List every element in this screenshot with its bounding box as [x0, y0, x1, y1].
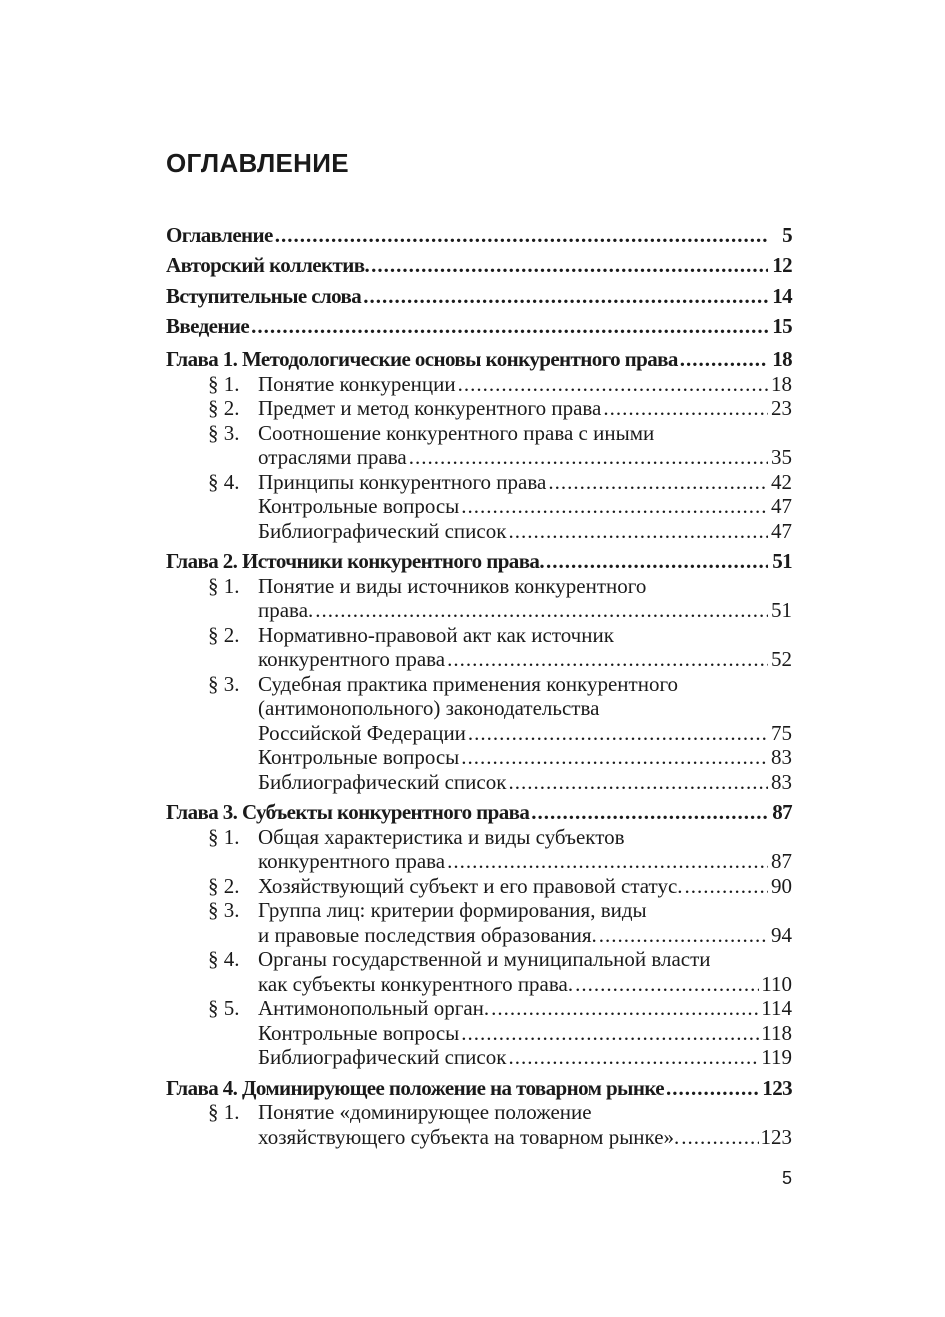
toc-page-number: 47: [771, 494, 792, 519]
toc-entry-title: Глава 4. Доминирующее положение на товарном рынке: [166, 1075, 665, 1100]
toc-line: [166, 1100, 792, 1125]
dot-leader: [666, 1076, 760, 1101]
toc-page-number: 87: [771, 849, 792, 874]
toc-entry-title: Глава 3. Субъекты конкурентного права: [166, 800, 530, 825]
dot-leader: [546, 549, 768, 574]
toc-entry-section: [166, 672, 792, 746]
section-number: § 2.: [208, 873, 240, 898]
toc-entry-title: Принципы конкурентного права: [258, 469, 547, 494]
toc-line: [166, 923, 792, 948]
section-number: § 1.: [208, 573, 240, 598]
toc-page-number: 123: [762, 1075, 792, 1100]
toc-entry-title: (антимонопольного) законодательства: [258, 696, 600, 721]
toc-line: [166, 1076, 792, 1101]
dot-leader: [461, 745, 768, 770]
toc-entry-section: [166, 947, 792, 996]
toc-line: [166, 996, 792, 1021]
toc-entry-section: [166, 874, 792, 899]
section-number: § 3.: [208, 671, 240, 696]
section-number: § 4.: [208, 469, 240, 494]
toc-page-number: 18: [772, 347, 792, 372]
toc-line: [166, 445, 792, 470]
toc-entry-title: как субъекты конкурентного права.: [258, 971, 574, 996]
toc-entry-section: [166, 574, 792, 623]
section-number: § 2.: [208, 622, 240, 647]
toc-page-number: 23: [771, 396, 792, 421]
toc-entry-title: Предмет и метод конкурентного права: [258, 396, 602, 421]
dot-leader: [531, 800, 768, 825]
toc-line: [166, 1125, 792, 1150]
dot-leader: [508, 1045, 759, 1070]
toc-page-number: 94: [771, 922, 792, 947]
toc-entry-title: Контрольные вопросы: [258, 1020, 460, 1045]
toc-line: [166, 825, 792, 850]
toc-page-number: 35: [771, 445, 792, 470]
toc-entry-title: Российской Федерации: [258, 720, 466, 745]
toc-page-number: 114: [761, 996, 792, 1021]
toc-page-number: 75: [771, 720, 792, 745]
toc-entry-title: права.: [258, 598, 314, 623]
toc-line: [166, 972, 792, 997]
dot-leader: [508, 770, 768, 795]
toc-entry-title: Библиографический список: [258, 518, 507, 543]
toc-line: [166, 549, 792, 574]
toc-page-number: 83: [771, 745, 792, 770]
toc-page-number: 87: [772, 800, 792, 825]
toc-page-number: 5: [782, 223, 792, 247]
toc-line: [166, 220, 792, 250]
toc-entry-chapter: [166, 800, 792, 825]
toc-line: [166, 770, 792, 795]
toc-entry-title: Авторский коллектив.: [166, 253, 370, 278]
toc-entry-title: Понятие «доминирующее положение: [258, 1100, 592, 1125]
section-number: § 5.: [208, 996, 240, 1021]
page-title: ОГЛАВЛЕНИЕ: [166, 148, 349, 178]
section-number: § 1.: [208, 371, 240, 396]
toc-line: [166, 672, 792, 697]
toc-line: [166, 372, 792, 397]
toc-entry-title: Контрольные вопросы: [258, 745, 460, 770]
dot-leader: [508, 519, 768, 544]
toc-entry-chapter: [166, 347, 792, 372]
toc-entry-chapter: [166, 549, 792, 574]
toc-entry-section: [166, 996, 792, 1021]
toc-entry-title: Антимонопольный орган.: [258, 996, 490, 1021]
toc-page-number: 51: [771, 598, 792, 623]
dot-leader: [681, 1125, 758, 1150]
section-number: § 3.: [208, 898, 240, 923]
toc-entry-sub: [166, 1021, 792, 1046]
toc-line: [166, 623, 792, 648]
toc-entry-top: [166, 311, 792, 341]
toc-entry-title: Общая характеристика и виды субъектов: [258, 824, 625, 849]
toc-line: [166, 347, 792, 372]
toc-entry-section: [166, 372, 792, 397]
toc-line: [166, 800, 792, 825]
toc-page-number: 110: [761, 971, 792, 996]
toc-line: [166, 396, 792, 421]
toc-page-number: 15: [772, 313, 792, 338]
toc-entry-sub: [166, 519, 792, 544]
dot-leader: [491, 996, 759, 1021]
toc-entry-section: [166, 1100, 792, 1149]
section-number: § 4.: [208, 947, 240, 972]
toc-entry-title: и правовые последствия образования.: [258, 922, 597, 947]
toc-entry-title: Библиографический список: [258, 1045, 507, 1070]
toc-entry-sub: [166, 770, 792, 795]
toc-entry-section: [166, 623, 792, 672]
toc-page-number: 18: [771, 371, 792, 396]
toc-page-number: 83: [771, 769, 792, 794]
toc-line: [166, 281, 792, 311]
section-number: § 1.: [208, 1100, 240, 1125]
dot-leader: [461, 494, 768, 519]
toc-entry-title: Понятие конкуренции: [258, 371, 456, 396]
toc-entry-title: Глава 2. Источники конкурентного права.: [166, 549, 544, 574]
toc-entry-title: Хозяйствующий субъект и его правовой статус.: [258, 873, 683, 898]
toc-page-number: 119: [761, 1045, 792, 1070]
toc-line: [166, 745, 792, 770]
toc-line: [166, 311, 792, 341]
toc-line: [166, 598, 792, 623]
toc-entry-title: конкурентного права: [258, 647, 446, 672]
toc-entry-title: конкурентного права: [258, 849, 446, 874]
toc-line: [166, 898, 792, 923]
dot-leader: [603, 396, 768, 421]
toc-line: [166, 494, 792, 519]
toc-line: [166, 519, 792, 544]
toc-entry-sub: [166, 1045, 792, 1070]
dot-leader: [363, 281, 768, 311]
toc-entry-section: [166, 898, 792, 947]
toc-page-number: 51: [772, 549, 792, 574]
toc-entry-title: Соотношение конкурентного права с иными: [258, 420, 655, 445]
toc-entry-title: Органы государственной и муниципальной власти: [258, 947, 711, 972]
toc-page-number: 123: [760, 1124, 792, 1149]
toc-entry-title: Глава 1. Методологические основы конкурентного права: [166, 347, 678, 372]
section-number: § 1.: [208, 824, 240, 849]
toc-page-number: 47: [771, 518, 792, 543]
dot-leader: [685, 874, 768, 899]
toc-page-number: 118: [761, 1020, 792, 1045]
dot-leader: [371, 250, 768, 280]
dot-leader: [680, 347, 768, 372]
toc-page-number: 42: [771, 469, 792, 494]
toc-entry-title: Оглавление: [166, 223, 273, 247]
toc-entry-section: [166, 470, 792, 495]
toc-page-number: 12: [772, 253, 792, 278]
toc-entry-section: [166, 825, 792, 874]
dot-leader: [315, 598, 768, 623]
toc-line: [166, 721, 792, 746]
toc-line: [166, 250, 792, 280]
toc-entry-title: Судебная практика применения конкурентного: [258, 671, 679, 696]
toc-entry-sub: [166, 494, 792, 519]
toc-page-number: 52: [771, 647, 792, 672]
dot-leader: [599, 923, 768, 948]
dot-leader: [447, 647, 768, 672]
dot-leader: [409, 445, 768, 470]
toc-line: [166, 1045, 792, 1070]
toc-line: [166, 874, 792, 899]
toc-entry-title: Введение: [166, 313, 250, 338]
toc-entry-chapter: [166, 1076, 792, 1101]
section-number: § 2.: [208, 396, 240, 421]
dot-leader: [468, 721, 768, 746]
toc-line: [166, 421, 792, 446]
dot-leader: [575, 972, 759, 997]
section-number: § 3.: [208, 420, 240, 445]
toc-page-number: 90: [771, 873, 792, 898]
toc-entry-top: [166, 250, 792, 280]
toc-entry-section: [166, 421, 792, 470]
dot-leader: [447, 849, 768, 874]
toc-entry-top: [166, 281, 792, 311]
toc-line: [166, 470, 792, 495]
toc-entry-title: Группа лиц: критерии формирования, виды: [258, 898, 647, 923]
toc-entry-title: Вступительные слова: [166, 283, 362, 308]
toc-entry-sub: [166, 745, 792, 770]
dot-leader: [461, 1021, 759, 1046]
toc-entry-title: Библиографический список: [258, 769, 507, 794]
toc-line: [166, 696, 792, 721]
toc-line: [166, 947, 792, 972]
toc-line: [166, 647, 792, 672]
toc-entry-top: [166, 220, 792, 250]
toc-page-number: 14: [772, 283, 792, 308]
dot-leader: [548, 470, 768, 495]
toc-line: [166, 1021, 792, 1046]
toc-entry-section: [166, 396, 792, 421]
toc-line: [166, 574, 792, 599]
toc-entry-title: Нормативно-правовой акт как источник: [258, 622, 614, 647]
toc-entry-title: Контрольные вопросы: [258, 494, 460, 519]
toc-entry-title: хозяйствующего субъекта на товарном рынке».: [258, 1124, 680, 1149]
toc-entry-title: Понятие и виды источников конкурентного: [258, 573, 647, 598]
toc-line: [166, 849, 792, 874]
dot-leader: [458, 372, 768, 397]
toc-entry-title: отраслями права: [258, 445, 407, 470]
table-of-contents: [166, 220, 792, 1149]
page-number: 5: [782, 1168, 793, 1188]
dot-leader: [251, 311, 768, 341]
dot-leader: [275, 220, 768, 250]
